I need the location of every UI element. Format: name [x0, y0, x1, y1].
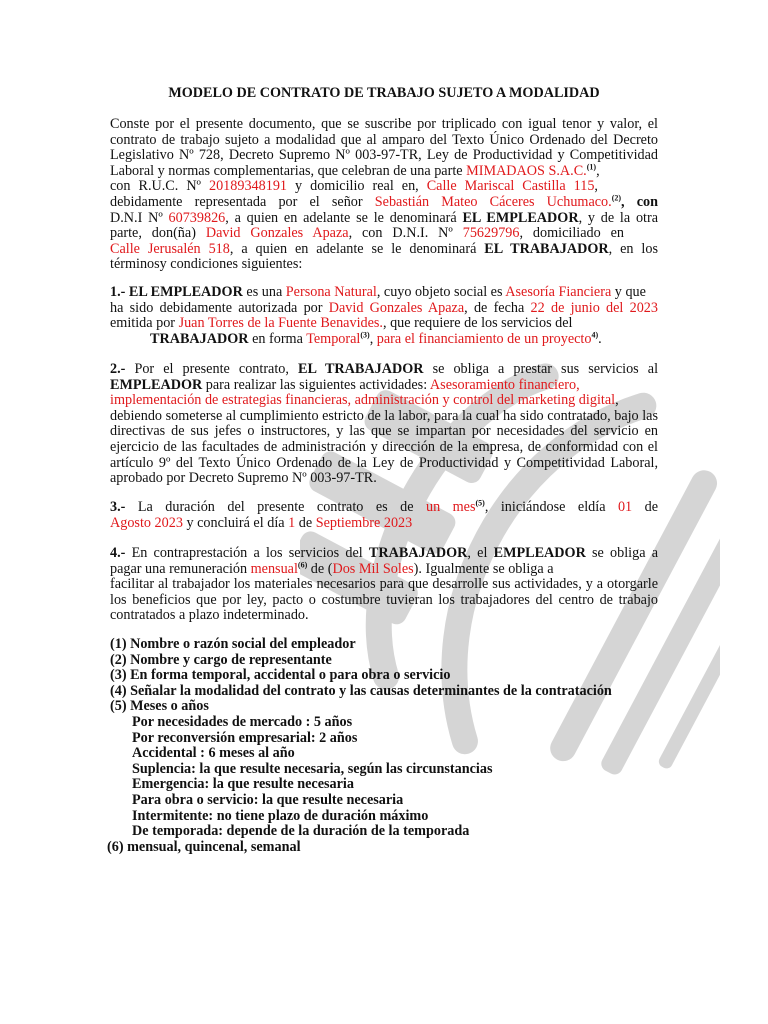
document-title: MODELO DE CONTRATO DE TRABAJO SUJETO A MODALIDAD	[168, 85, 600, 101]
clause-3	[110, 500, 658, 531]
employer-label: EL EMPLEADOR	[462, 209, 579, 226]
worker-address: Calle Jerusalén 518	[110, 240, 230, 257]
intro-line-10: términosy condiciones siguientes:	[110, 256, 303, 273]
clause-4-line-2: pagar una remuneración mensual$^{(6)}$ de (Dos Mil Soles). Igualmente se obliga a	[110, 559, 554, 577]
note-1: (1) Nombre o razón social del empleador	[110, 636, 356, 652]
note-5-item: Accidental : 6 meses al año	[132, 745, 295, 762]
footnotes	[107, 636, 658, 855]
note-5-item: Emergencia: la que resulte necesaria	[132, 776, 354, 793]
activity-2: implementación de estrategias financieras, administración y control del marketing digital	[110, 392, 616, 409]
clause-1-line-1: 1.- EL EMPLEADOR es una Persona Natural, cuyo objeto social es Asesoría Fianciera y que	[110, 284, 646, 300]
start-day: 01	[617, 499, 633, 515]
note-5-item: Por necesidades de mercado : 5 años	[132, 713, 353, 730]
clause-4-line-3: facilitar al trabajador los materiales necesarios para que desarrolle sus actividades, y a otorgarle	[110, 576, 658, 593]
intro-line-4: Laboral y normas complementarias, que celebran de una parte MIMADAOS S.A.C.$^{(1)}$,	[110, 162, 600, 179]
clause-4	[110, 546, 658, 624]
intro-line-5: con R.U.C. Nº 20189348191 y domicilio real en, Calle Mariscal Castilla 115,	[110, 178, 598, 195]
clause-2-line-4: debiendo someterse al cumplimiento estricto de la labor, para la cual ha sido contratado, bajo las	[110, 407, 658, 424]
worker-label: EL TRABAJADOR	[484, 240, 609, 257]
clause-1-line-3: emitida por Juan Torres de la Fuente Benavides., que requiere de los servicios del	[110, 315, 573, 332]
intro-paragraph	[110, 117, 658, 273]
project-purpose: para el financiamiento de un proyecto	[376, 330, 592, 347]
intro-line-8: parte, don(ña) David Gonzales Apaza, con D.N.I. Nº 75629796, domiciliado en	[110, 225, 624, 242]
issuer-name: Juan Torres de la Fuente Benavides.	[178, 315, 383, 332]
intro-line-3: Legislativo Nº 728, Decreto Supremo Nº 003-97-TR, Ley de Productividad y Competitividad	[110, 147, 658, 164]
clause-2-line-5: directivas de sus jefes o instructores, y las que se impartan por necesidades del servicio en	[110, 423, 658, 440]
note-3: (3) En forma temporal, accidental o para obra o servicio	[110, 667, 451, 684]
note-5-item: Suplencia: la que resulte necesaria, según las circunstancias	[132, 760, 493, 777]
end-day: 1	[288, 514, 296, 531]
employer-ruc: 20189348191	[208, 178, 287, 195]
representative-dni: 60739826	[168, 209, 226, 226]
clause-2	[110, 362, 658, 487]
clause-3-line-2: Agosto 2023 y concluirá el día 1 de Septiembre 2023	[110, 514, 413, 531]
start-month: Agosto 2023	[110, 514, 183, 531]
clause-4-line-1: 4.- En contraprestación a los servicios del TRABAJADOR, el EMPLEADOR se obliga a	[110, 545, 658, 561]
pay-period: mensual	[250, 560, 298, 577]
activity-1: Asesoramiento financiero,	[429, 376, 580, 393]
clause-2-line-7: artículo 9º del Texto Único Ordenado de la Ley de Productividad y Competitividad Laboral,	[110, 454, 658, 471]
end-month: Septiembre 2023	[315, 514, 413, 531]
clause-3-line-1: 3.- La duración del presente contrato es de un mes$^{(5)}$, iniciándose eldía 01 de	[110, 498, 658, 515]
worker-name: David Gonzales Apaza	[205, 225, 349, 242]
clause-1-line-2: ha sido debidamente autorizada por David Gonzales Apaza, de fecha 22 de junio del 2023	[110, 299, 658, 316]
note-2: (2) Nombre y cargo de representante	[110, 651, 332, 668]
employer-type: Persona Natural	[285, 284, 377, 300]
representative-name: Sebastián Mateo Cáceres Uchumaco.	[374, 193, 612, 210]
note-5-item: Intermitente: no tiene plazo de duración máximo	[132, 807, 429, 824]
social-object: Asesoría Fianciera	[505, 284, 612, 300]
clause-2-line-1: 2.- Por el presente contrato, EL TRABAJADOR se obliga a prestar sus servicios al	[110, 361, 659, 377]
clause-4-line-5: contratados a plazo indeterminado.	[110, 607, 309, 624]
work-form: Temporal	[306, 330, 361, 347]
note-5-item: De temporada: depende de la duración de la temporada	[132, 823, 470, 840]
employer-address: Calle Mariscal Castilla 115	[426, 178, 595, 195]
contract-duration: un mes	[425, 499, 476, 515]
clause-2-line-3: implementación de estrategias financieras, administración y control del marketing digital,	[110, 392, 619, 409]
authorized-by: David Gonzales Apaza	[328, 299, 465, 316]
clause-2-line-2: EMPLEADOR para realizar las siguientes actividades: Asesoramiento financiero,	[110, 376, 580, 393]
clause-4-line-4: los beneficios que por ley, pacto o costumbre tuvieran los trabajadores del centro de trabajo	[110, 591, 658, 608]
note-5-item: Para obra o servicio: la que resulte necesaria	[132, 791, 404, 808]
salary-amount: Dos Mil Soles	[332, 560, 414, 577]
intro-line-2: contrato de trabajo sujeto a modalidad que al amparo del Texto Único Ordenado del Decreto	[110, 131, 658, 148]
clause-1	[110, 285, 658, 347]
note-4: (4) Señalar la modalidad del contrato y las causas determinantes de la contratación	[110, 682, 612, 699]
clause-1-line-4: TRABAJADOR en forma Temporal$^{(3)}$, para el financiamiento de un proyecto$^{4)}$.	[150, 330, 602, 347]
intro-line-6: debidamente representada por el señor Sebastián Mateo Cáceres Uchumaco.$^{(2)}$, con	[110, 193, 658, 210]
intro-line-7: D.N.I Nº 60739826, a quien en adelante se le denominará EL EMPLEADOR, y de la otra	[110, 209, 658, 226]
note-6: (6) mensual, quincenal, semanal	[107, 838, 301, 855]
note-5-item: Por reconversión empresarial: 2 años	[132, 729, 358, 746]
authorization-date: 22 de junio del 2023	[530, 299, 658, 316]
intro-line-1: Conste por el presente documento, que se suscribe por triplicado con igual tenor y valor, el	[110, 116, 658, 132]
employer-name: MIMADAOS S.A.C.	[466, 162, 587, 179]
worker-dni: 75629796	[462, 225, 520, 242]
intro-line-9: Calle Jerusalén 518, a quien en adelante se le denominará EL TRABAJADOR, en los	[110, 240, 658, 257]
note-5: (5) Meses o años	[110, 698, 209, 715]
clause-2-line-6: ejercicio de las facultades de administración y dirección de la empresa, de conformidad con el	[110, 438, 658, 455]
clause-2-line-8: aprobado por Decreto Supremo Nº 003-97-TR.	[110, 470, 377, 487]
